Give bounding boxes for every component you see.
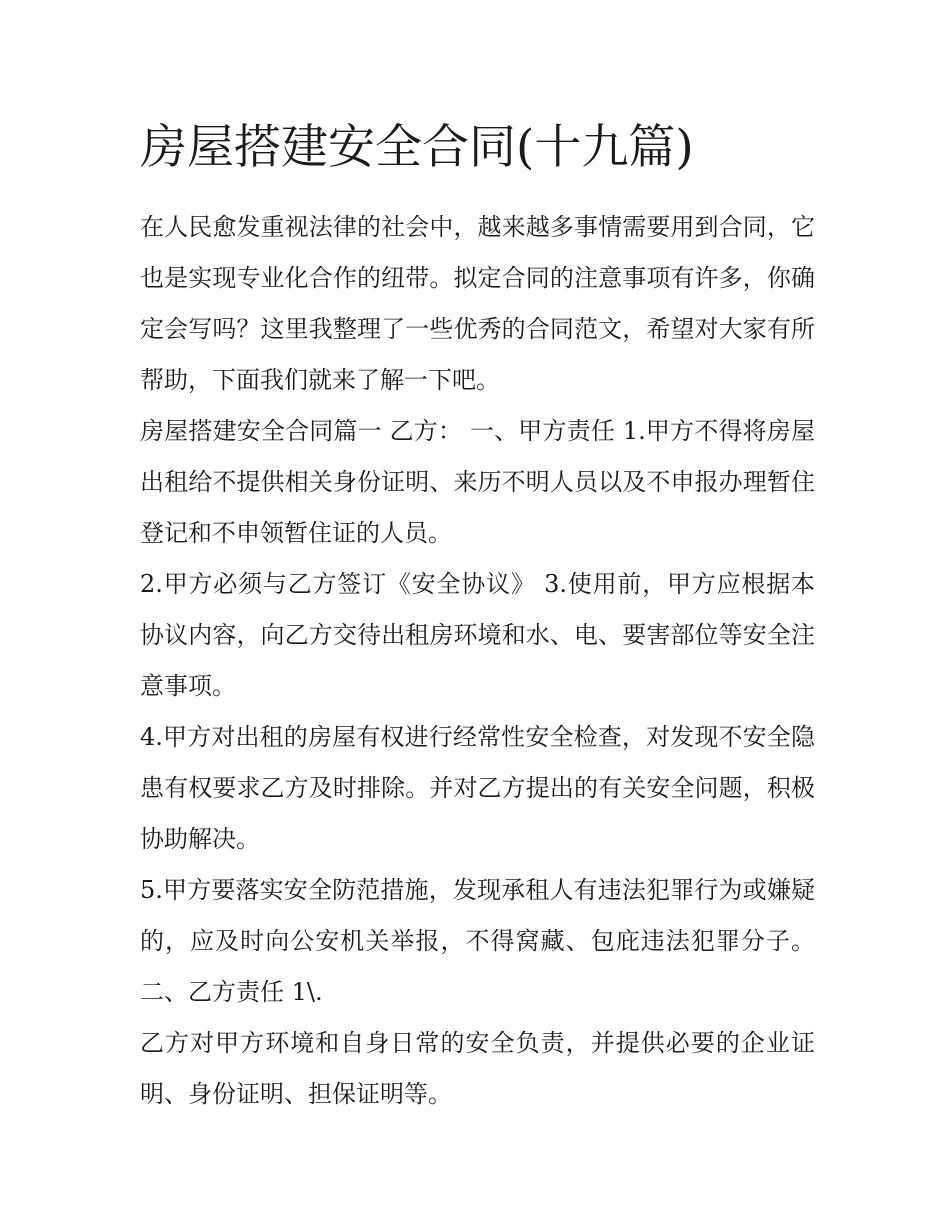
paragraph-item-4: 4.甲方对出租的房屋有权进行经常性安全检查，对发现不安全隐患有权要求乙方及时排除。并对乙方提出的有关安全问题，积极协助解决。 [140, 723, 815, 853]
paragraph-item-2-3: 2.甲方必须与乙方签订《安全协议》 3.使用前，甲方应根据本协议内容，向乙方交待出租房环境和水、电、要害部位等安全注意事项。 [140, 570, 815, 700]
paragraph-intro: 在人民愈发重视法律的社会中，越来越多事情需要用到合同，它也是实现专业化合作的纽带。拟定合同的注意事项有许多，你确定会写吗？这里我整理了一些优秀的合同范文，希望对大家有所帮助，下面我们就来了解一下吧。 [140, 213, 815, 394]
paragraph-section-1: 房屋搭建安全合同篇一 乙方： 一、甲方责任 1.甲方不得将房屋出租给不提供相关身份证明、来历不明人员以及不申报办理暂住登记和不申领暂住证的人员。 [140, 417, 815, 547]
document-body [140, 202, 815, 1120]
document-title: 房屋搭建安全合同(十九篇) [140, 120, 694, 175]
paragraph-party-b: 乙方对甲方环境和自身日常的安全负责，并提供必要的企业证明、身份证明、担保证明等。 [140, 1029, 815, 1108]
paragraph-item-5: 5.甲方要落实安全防范措施，发现承租人有违法犯罪行为或嫌疑的，应及时向公安机关举报，不得窝藏、包庇违法犯罪分子。 二、乙方责任 1\. [140, 876, 815, 1006]
